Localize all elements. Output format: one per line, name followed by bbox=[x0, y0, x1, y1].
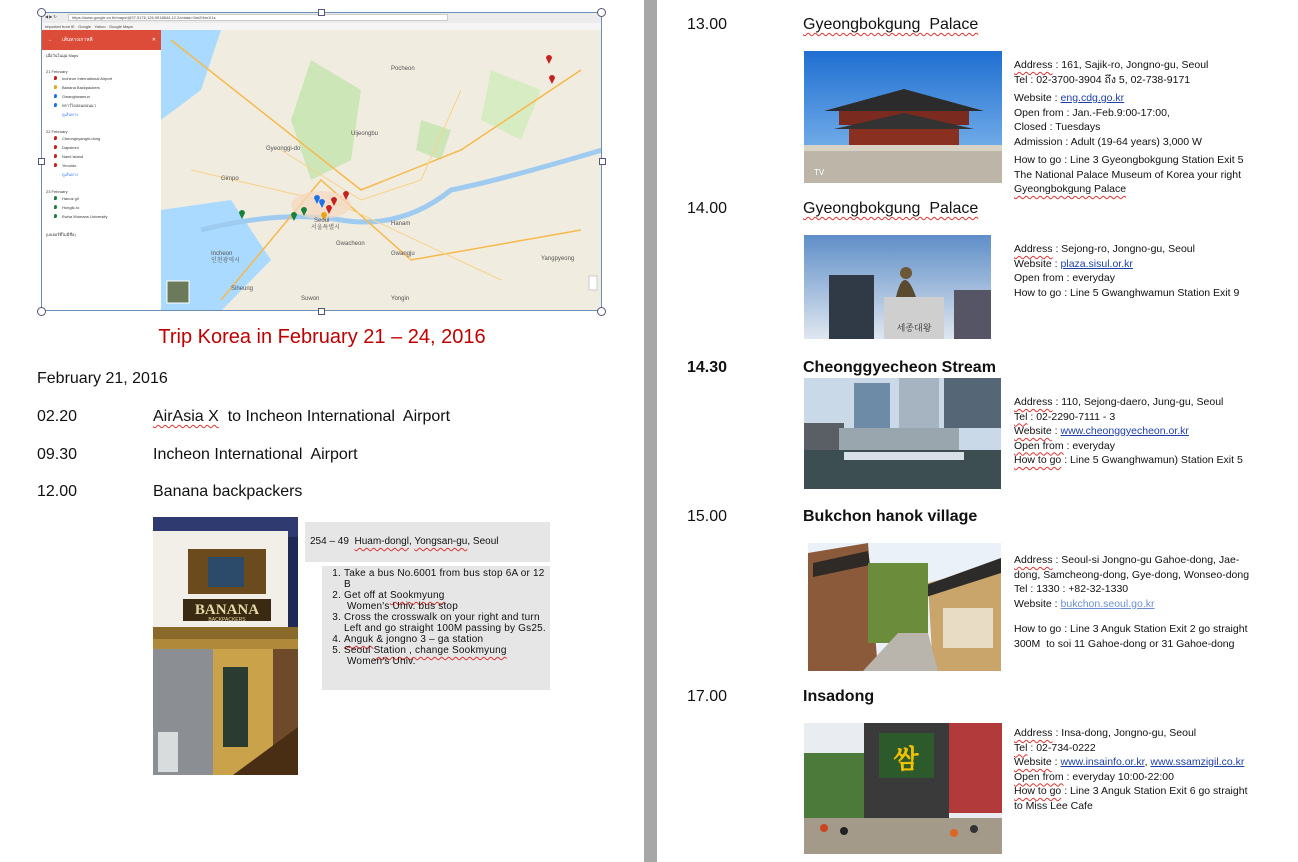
itinerary-details bbox=[1014, 395, 1284, 468]
itinerary-time: 14.30 bbox=[687, 359, 728, 376]
close-icon: ✕ bbox=[151, 37, 156, 43]
detail-line: Website : www.cheonggyecheon.or.kr bbox=[1014, 425, 1189, 437]
map-screenshot[interactable] bbox=[41, 12, 602, 311]
satellite-thumbnail bbox=[167, 281, 189, 303]
map-pin-item: Banana Backpackers bbox=[46, 83, 157, 92]
detail-line: How to go : Line 5 Gwanghwamun) Station Exit 5 bbox=[1014, 454, 1243, 466]
map-section-title: 23 February bbox=[46, 189, 68, 194]
schedule-item: Incheon International Airport bbox=[153, 446, 358, 463]
map-pin-item: ทราว์ไอลอนดอนแว bbox=[46, 101, 157, 110]
detail-line: dong, Samcheong-dong, Gye-dong, Wonseo-dong bbox=[1014, 568, 1250, 581]
website-link[interactable]: www.ssamzigil.co.kr bbox=[1150, 756, 1245, 768]
schedule-time: 12.00 bbox=[37, 483, 78, 500]
resize-handle[interactable] bbox=[599, 158, 606, 165]
document-title: Trip Korea in February 21 – 24, 2016 bbox=[158, 326, 486, 348]
map-canvas[interactable] bbox=[161, 30, 601, 310]
document-page-left bbox=[0, 0, 644, 862]
detail-line: Open from : everyday bbox=[1014, 439, 1115, 452]
schedule-time: 09.30 bbox=[37, 446, 78, 463]
svg-text:BANANA: BANANA bbox=[194, 602, 260, 618]
svg-text:Siheung: Siheung bbox=[231, 286, 254, 292]
detail-line: Address : Sejong-ro, Jongno-gu, Seoul bbox=[1014, 243, 1195, 255]
map-sidebar-header bbox=[42, 30, 161, 50]
detail-line: How to go : Line 5 Gwanghwamun Station Exit 9 bbox=[1014, 286, 1240, 299]
browser-url: https://www.google.co.th/maps/@37.5176,126.9918844,12.2z/data=!4m2!6m1!1s bbox=[68, 14, 448, 21]
detail-line: Tel : 1330 : +82-32-1330 bbox=[1014, 583, 1129, 595]
detail-line: to Miss Lee Cafe bbox=[1014, 799, 1093, 812]
map-pin-item: Hanok gil bbox=[46, 194, 157, 203]
map-section-title: 22 February bbox=[46, 129, 68, 134]
itinerary-title: Cheonggyecheon Stream bbox=[803, 359, 996, 376]
detail-line: How to go : Line 3 Anguk Station Exit 2 go straight bbox=[1014, 623, 1248, 635]
map-pin-item: Gwanghwamun bbox=[46, 92, 157, 101]
detail-line: Gyeongbokgung Palace bbox=[1014, 183, 1127, 195]
svg-text:TV: TV bbox=[814, 168, 825, 177]
map-day-section bbox=[42, 181, 161, 223]
detail-line: Address : 110, Sejong-daero, Jung-gu, Seoul bbox=[1014, 396, 1224, 408]
bukchon-hanok-photo bbox=[808, 543, 1001, 671]
map-route-link[interactable]: ดูเส้นทาง bbox=[62, 112, 78, 117]
detail-line: Address : Seoul-si Jongno-gu Gahoe-dong, Jae- bbox=[1014, 554, 1240, 566]
insadong-photo bbox=[804, 723, 1002, 854]
map-sidebar bbox=[42, 30, 162, 310]
svg-text:Gyeonggi-do: Gyeonggi-do bbox=[266, 146, 301, 152]
svg-text:Gimpo: Gimpo bbox=[221, 176, 239, 182]
detail-line: The National Palace Museum of Korea your right bbox=[1014, 168, 1242, 181]
itinerary-title: Bukchon hanok village bbox=[803, 508, 978, 525]
itinerary-time: 13.00 bbox=[687, 16, 728, 33]
svg-text:세종대왕: 세종대왕 bbox=[896, 324, 932, 334]
hostel-address: 254 – 49 Huam-dongl, Yongsan-gu, Seoul bbox=[305, 522, 550, 562]
svg-text:Yongin: Yongin bbox=[391, 296, 410, 302]
trip-date: February 21, 2016 bbox=[37, 370, 168, 387]
map-pin-item: Dapsimni bbox=[46, 143, 157, 152]
map-day-section bbox=[42, 61, 161, 121]
direction-step: 4. Anguk & jongno 3 – ga station bbox=[344, 634, 546, 645]
svg-text:BACKPACKERS: BACKPACKERS bbox=[208, 617, 246, 623]
svg-text:Uijeongbu: Uijeongbu bbox=[351, 131, 379, 137]
gyeongbokgung-photo bbox=[804, 51, 1002, 183]
website-link[interactable]: plaza.sisul.or.kr bbox=[1060, 257, 1133, 270]
schedule-item: AirAsia X to Incheon International Airport bbox=[153, 408, 451, 425]
banana-backpackers-photo bbox=[153, 517, 298, 775]
svg-text:Yangpyeong: Yangpyeong bbox=[541, 256, 575, 262]
directions-list bbox=[322, 568, 546, 667]
detail-line: Admission : Adult (19-64 years) 3,000 W bbox=[1014, 135, 1202, 148]
detail-line: 300M to soi 11 Gahoe-dong or 31 Gahoe-dong bbox=[1014, 637, 1235, 650]
map-pin-item: Cheongnyangni-dong bbox=[46, 134, 157, 143]
detail-line: Open from : everyday bbox=[1014, 272, 1115, 284]
itinerary-details bbox=[1014, 553, 1284, 651]
detail-line: Website : eng.cdg.go.kr bbox=[1014, 92, 1125, 104]
svg-text:Suwon: Suwon bbox=[301, 296, 320, 302]
schedule-item: Banana backpackers bbox=[153, 483, 303, 500]
map-sidebar-sub: เมื่อวันในมุม Maps bbox=[46, 53, 79, 58]
detail-line: Open from : everyday 10:00-22:00 bbox=[1014, 770, 1174, 783]
detail-line: Open from : Jan.-Feb.9:00-17:00, bbox=[1014, 106, 1170, 119]
svg-text:Seoul: Seoul bbox=[314, 218, 330, 224]
bookmark: Imported from IE bbox=[45, 24, 75, 29]
map-day-section bbox=[42, 121, 161, 181]
resize-handle[interactable] bbox=[318, 308, 325, 315]
direction-step: 5. Seoul Station , change Sookmyung Women's Univ. bbox=[344, 645, 546, 667]
website-link[interactable]: www.cheonggyecheon.or.kr bbox=[1060, 425, 1189, 437]
map-graphic bbox=[161, 30, 601, 310]
svg-text:인천광역시: 인천광역시 bbox=[211, 258, 240, 264]
svg-text:Hanam: Hanam bbox=[391, 221, 411, 227]
itinerary-time: 14.00 bbox=[687, 200, 728, 217]
itinerary-time: 17.00 bbox=[687, 688, 728, 705]
map-route-link[interactable]: ดูเส้นทาง bbox=[62, 172, 78, 177]
detail-line: Tel : 02-2290-7111 - 3 bbox=[1014, 410, 1116, 423]
svg-text:Incheon: Incheon bbox=[211, 251, 233, 257]
detail-line: Closed : Tuesdays bbox=[1014, 121, 1101, 133]
cheonggyecheon-photo bbox=[804, 378, 1001, 489]
itinerary-title: Gyeongbokgung Palace bbox=[803, 200, 979, 217]
map-section-title: (เลเยอร์ที่ไม่มีชื่อ) bbox=[46, 232, 76, 237]
detail-line: Tel : 02-3700-3904 ถึง 5, 02-738-9171 bbox=[1014, 73, 1191, 86]
map-pin-item: Incheon International Airport bbox=[46, 74, 157, 83]
detail-line: How to go : Line 3 Gyeongbokgung Station Exit 5 bbox=[1014, 154, 1244, 166]
detail-line: Website : www.insainfo.or.kr, www.ssamzigil.co.kr bbox=[1014, 756, 1245, 768]
detail-line: Address : Insa-dong, Jongno-gu, Seoul bbox=[1014, 727, 1197, 739]
resize-handle[interactable] bbox=[318, 9, 325, 16]
itinerary-title: Insadong bbox=[803, 688, 875, 705]
zoom-control bbox=[589, 276, 597, 290]
detail-line: Website : plaza.sisul.or.kr bbox=[1014, 257, 1133, 270]
bookmark: Google bbox=[78, 24, 92, 29]
map-pin-item: Ewha Womans University bbox=[46, 212, 157, 221]
direction-step: 2. Get off at Sookmyung Women's Univ. bus stop bbox=[344, 590, 546, 612]
map-title: เส้นทางเกาหลี bbox=[62, 37, 93, 43]
website-link[interactable]: www.insainfo.or.kr bbox=[1060, 756, 1145, 768]
resize-handle[interactable] bbox=[38, 158, 45, 165]
resize-handle[interactable] bbox=[37, 307, 46, 316]
map-pin-item: Nami Island bbox=[46, 152, 157, 161]
detail-line: How to go : Line 3 Anguk Station Exit 6 go straight bbox=[1014, 785, 1248, 797]
resize-handle[interactable] bbox=[597, 8, 606, 17]
map-section-title: 21 February bbox=[46, 69, 68, 74]
bookmark: Google Maps bbox=[108, 24, 133, 29]
resize-handle[interactable] bbox=[597, 307, 606, 316]
itinerary-details bbox=[1014, 242, 1284, 300]
detail-line: Tel : 02-734-0222 bbox=[1014, 741, 1096, 754]
resize-handle[interactable] bbox=[37, 8, 46, 17]
map-pin-item: Yeouido bbox=[46, 161, 157, 170]
map-day-section bbox=[42, 223, 161, 240]
schedule-time: 02.20 bbox=[37, 408, 78, 425]
website-link[interactable]: eng.cdg.go.kr bbox=[1060, 92, 1125, 104]
itinerary-details bbox=[1014, 726, 1284, 813]
svg-text:쌈: 쌈 bbox=[893, 745, 919, 775]
svg-text:Pocheon: Pocheon bbox=[391, 66, 415, 72]
document-page-right bbox=[657, 0, 1298, 862]
itinerary-details bbox=[1014, 58, 1284, 197]
itinerary-time: 15.00 bbox=[687, 508, 728, 525]
website-link[interactable]: bukchon.seoul.go.kr bbox=[1060, 597, 1155, 610]
direction-step: 1. Take a bus No.6001 from bus stop 6A or 12 B bbox=[344, 568, 546, 590]
detail-line: Address : 161, Sajik-ro, Jongno-gu, Seoul bbox=[1014, 59, 1209, 71]
svg-text:Gwangju: Gwangju bbox=[391, 251, 415, 257]
directions-box bbox=[322, 566, 550, 690]
itinerary-title: Gyeongbokgung Palace bbox=[803, 16, 979, 33]
svg-text:서울특별시: 서울특별시 bbox=[311, 225, 340, 231]
back-icon: ◀ ▶ ↻ bbox=[45, 14, 57, 19]
direction-step: 3. Cross the crosswalk on your right and turn Left and go straight 100M passing by Gs25. bbox=[344, 612, 546, 634]
back-arrow-icon: ← bbox=[48, 37, 53, 43]
bookmark: Yahoo bbox=[94, 24, 106, 29]
detail-line: Website : bukchon.seoul.go.kr bbox=[1014, 597, 1155, 610]
map-pin-item: Hongik-ro bbox=[46, 203, 157, 212]
gwanghwamun-sejong-photo bbox=[804, 235, 991, 339]
svg-text:Gwacheon: Gwacheon bbox=[336, 241, 365, 247]
